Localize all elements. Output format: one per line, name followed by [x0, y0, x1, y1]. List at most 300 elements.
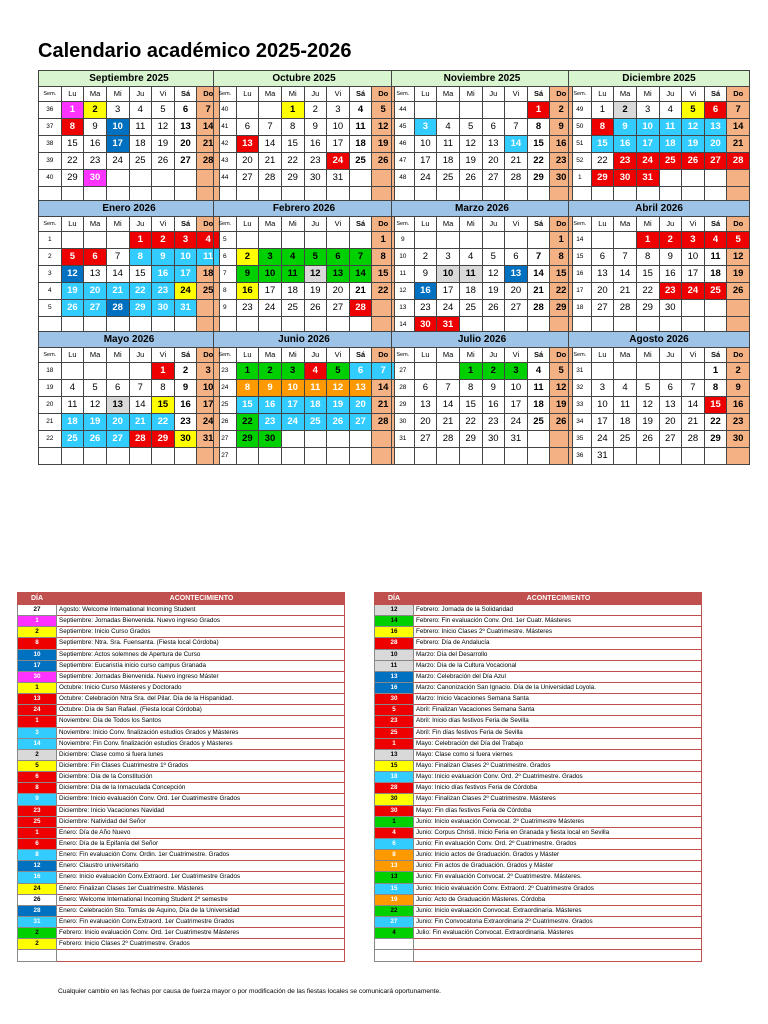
day-cell: 19: [152, 136, 175, 153]
day-cell: 18: [349, 136, 372, 153]
event-text: Mayo: Finalizan Clases 2º Cuatrimestre. Másteres: [414, 794, 702, 805]
day-cell: 8: [550, 249, 573, 266]
event-text: Diciembre: Inicio Vacaciones Navidad: [57, 805, 345, 816]
event-row: [18, 894, 345, 905]
day-cell: 13: [704, 119, 727, 136]
event-text: Enero: Welcome International Incoming Student 2º semestre: [57, 894, 345, 905]
weekday-label: Vi: [327, 217, 350, 232]
day-cell: [61, 232, 84, 249]
weekday-label: Mi: [636, 217, 659, 232]
day-cell: 28: [197, 153, 220, 170]
day-cell: 3: [437, 249, 460, 266]
day-cell: 16: [550, 136, 573, 153]
day-cell: [327, 431, 350, 448]
event-row: [375, 805, 702, 816]
event-day: 30: [18, 671, 57, 682]
month-calendar: [568, 331, 750, 465]
event-day: 24: [18, 705, 57, 716]
day-cell: [281, 431, 304, 448]
event-text: Diciembre: Natividad del Señor: [57, 816, 345, 827]
day-cell: 22: [129, 283, 152, 300]
event-day: 10: [18, 649, 57, 660]
week-number: 1: [39, 232, 62, 249]
day-cell: 28: [437, 431, 460, 448]
day-cell: 6: [591, 249, 614, 266]
day-cell: 5: [84, 380, 107, 397]
event-text: Septiembre: Ntra. Sra. Fuensanta. (Fiesta local Córdoba): [57, 638, 345, 649]
event-row: [18, 694, 345, 705]
day-cell: 29: [527, 170, 550, 187]
week-number: 29: [392, 397, 415, 414]
month-name: Enero 2026: [39, 201, 220, 217]
weekday-label: Vi: [152, 87, 175, 102]
day-cell: 10: [682, 249, 705, 266]
week-number: 12: [392, 283, 415, 300]
day-cell: 15: [61, 136, 84, 153]
day-cell: 2: [152, 232, 175, 249]
day-cell: 13: [505, 266, 528, 283]
day-cell: 20: [704, 136, 727, 153]
day-cell: 9: [550, 119, 573, 136]
month-calendar: [38, 70, 220, 204]
event-row: [375, 939, 702, 950]
month-calendar: [568, 70, 750, 204]
event-day: 15: [375, 760, 414, 771]
day-cell: 30: [550, 170, 573, 187]
day-cell: 7: [372, 363, 395, 380]
event-row: [18, 738, 345, 749]
week-number: 18: [39, 363, 62, 380]
event-day: [18, 950, 57, 961]
weekday-label: Ma: [614, 87, 637, 102]
day-cell: 30: [259, 431, 282, 448]
day-cell: 23: [236, 300, 259, 317]
day-cell: 23: [259, 414, 282, 431]
weekday-label: Mi: [459, 217, 482, 232]
event-day: 2: [18, 627, 57, 638]
day-cell: 6: [414, 380, 437, 397]
event-day: 14: [375, 616, 414, 627]
day-cell: 20: [174, 136, 197, 153]
day-cell: [659, 363, 682, 380]
week-number: 40: [39, 170, 62, 187]
day-cell: 16: [84, 136, 107, 153]
day-cell: 15: [636, 266, 659, 283]
event-day: 16: [375, 627, 414, 638]
day-cell: 16: [482, 397, 505, 414]
weekday-label: Lu: [236, 217, 259, 232]
event-row: [18, 861, 345, 872]
event-row: [18, 827, 345, 838]
weekday-label: Vi: [327, 87, 350, 102]
event-row: [375, 916, 702, 927]
event-row: [375, 727, 702, 738]
event-row: [18, 950, 345, 961]
event-day: 13: [375, 749, 414, 760]
day-cell: 2: [84, 102, 107, 119]
event-day: 12: [375, 605, 414, 616]
weekday-label: Vi: [152, 348, 175, 363]
week-number: 40: [214, 102, 237, 119]
day-cell: 24: [414, 170, 437, 187]
event-row: [375, 838, 702, 849]
event-row: [18, 838, 345, 849]
day-cell: 5: [372, 102, 395, 119]
event-text: Mayo: Finalizan Clases 2º Cuatrimestre. Grados: [414, 760, 702, 771]
day-cell: 5: [152, 102, 175, 119]
day-cell: 17: [414, 153, 437, 170]
week-number: 7: [214, 266, 237, 283]
day-cell: 25: [281, 300, 304, 317]
day-cell: 3: [106, 102, 129, 119]
weekday-label: Mi: [281, 348, 304, 363]
day-cell: 20: [505, 283, 528, 300]
day-cell: 29: [591, 170, 614, 187]
event-row: [375, 861, 702, 872]
day-cell: 4: [304, 363, 327, 380]
event-text: Enero: Fin evaluación Conv. Ordin. 1er Cuatrimestre. Grados: [57, 850, 345, 861]
weekday-label: Sem.: [392, 87, 415, 102]
day-cell: [437, 363, 460, 380]
week-number: 44: [214, 170, 237, 187]
weekday-label: Ju: [129, 348, 152, 363]
day-cell: 24: [197, 414, 220, 431]
day-cell: [527, 232, 550, 249]
event-day: 25: [18, 816, 57, 827]
day-cell: 10: [106, 119, 129, 136]
day-cell: 11: [349, 119, 372, 136]
day-cell: 20: [106, 414, 129, 431]
event-text: Agosto: Welcome International Incoming Student: [57, 605, 345, 616]
day-cell: 21: [197, 136, 220, 153]
weekday-label: Lu: [591, 217, 614, 232]
event-day: 18: [375, 772, 414, 783]
weekday-label: Sem.: [39, 87, 62, 102]
day-cell: [259, 232, 282, 249]
weekday-label: Ma: [259, 348, 282, 363]
day-cell: 1: [236, 363, 259, 380]
day-cell: 8: [636, 249, 659, 266]
event-row: [18, 671, 345, 682]
event-text: Noviembre: Día de Todos los Santos: [57, 716, 345, 727]
weekday-label: Ma: [437, 87, 460, 102]
day-cell: 7: [197, 102, 220, 119]
day-cell: [236, 448, 259, 465]
weekday-label: Sá: [349, 348, 372, 363]
day-cell: 14: [727, 119, 750, 136]
event-row: [18, 682, 345, 693]
day-cell: 11: [704, 249, 727, 266]
event-row: [375, 660, 702, 671]
weekday-label: Sá: [704, 348, 727, 363]
day-cell: 10: [281, 380, 304, 397]
day-cell: 20: [659, 414, 682, 431]
day-cell: 15: [372, 266, 395, 283]
week-number: 34: [569, 414, 592, 431]
day-cell: 13: [84, 266, 107, 283]
day-cell: 3: [197, 363, 220, 380]
weekday-label: Ju: [129, 87, 152, 102]
day-cell: [281, 448, 304, 465]
day-cell: 13: [327, 266, 350, 283]
day-cell: 1: [152, 363, 175, 380]
day-cell: 20: [349, 397, 372, 414]
week-number: 46: [392, 136, 415, 153]
day-cell: [106, 363, 129, 380]
day-cell: 11: [61, 397, 84, 414]
weekday-label: Lu: [414, 348, 437, 363]
weekday-label: Sem.: [39, 217, 62, 232]
day-cell: 30: [414, 317, 437, 334]
day-cell: 12: [636, 397, 659, 414]
day-cell: 23: [152, 283, 175, 300]
weekday-label: Ma: [437, 348, 460, 363]
day-cell: 27: [659, 431, 682, 448]
day-cell: 23: [659, 283, 682, 300]
day-cell: [727, 300, 750, 317]
day-cell: 6: [84, 249, 107, 266]
event-day: 1: [375, 738, 414, 749]
day-cell: [174, 170, 197, 187]
week-number: 8: [214, 283, 237, 300]
day-cell: 9: [727, 380, 750, 397]
day-cell: 5: [327, 363, 350, 380]
event-day: 12: [18, 861, 57, 872]
day-cell: 22: [281, 153, 304, 170]
week-number: 1: [569, 170, 592, 187]
event-day: 23: [375, 716, 414, 727]
event-row: [18, 816, 345, 827]
week-number: 14: [392, 317, 415, 334]
day-cell: 24: [174, 283, 197, 300]
month-name: Junio 2026: [214, 332, 395, 348]
day-cell: [636, 448, 659, 465]
weekday-label: Mi: [459, 348, 482, 363]
day-cell: 7: [527, 249, 550, 266]
weekday-label: Lu: [61, 217, 84, 232]
week-number: 15: [569, 249, 592, 266]
day-cell: 29: [281, 170, 304, 187]
day-cell: 26: [304, 300, 327, 317]
weekday-label: Vi: [505, 348, 528, 363]
day-cell: [704, 448, 727, 465]
day-cell: [152, 448, 175, 465]
day-cell: 4: [197, 232, 220, 249]
event-row: [18, 872, 345, 883]
day-cell: 9: [414, 266, 437, 283]
day-cell: 5: [550, 363, 573, 380]
day-cell: 21: [527, 283, 550, 300]
weekday-label: Ju: [659, 87, 682, 102]
day-cell: 24: [259, 300, 282, 317]
day-cell: 26: [152, 153, 175, 170]
event-text: Septiembre: Inicio Curso Grados: [57, 627, 345, 638]
weekday-label: Sá: [704, 217, 727, 232]
week-number: 9: [214, 300, 237, 317]
event-day: 22: [375, 905, 414, 916]
event-text: Junio: Inicio evaluación Convocat. 2º Cuatrimestre Másteres: [414, 816, 702, 827]
day-cell: [236, 232, 259, 249]
day-cell: 8: [372, 249, 395, 266]
day-cell: 12: [459, 136, 482, 153]
month-calendar: [213, 200, 395, 334]
day-cell: 10: [636, 119, 659, 136]
weekday-label: Sá: [704, 87, 727, 102]
day-cell: 18: [659, 136, 682, 153]
weekday-label: Vi: [505, 217, 528, 232]
weekday-label: Lu: [61, 348, 84, 363]
day-cell: 19: [636, 414, 659, 431]
day-cell: 1: [129, 232, 152, 249]
weekday-label: Mi: [106, 87, 129, 102]
week-number: 16: [569, 266, 592, 283]
day-cell: 10: [414, 136, 437, 153]
day-cell: [304, 431, 327, 448]
weekday-label: Ma: [437, 217, 460, 232]
week-number: 4: [39, 283, 62, 300]
day-cell: 21: [505, 153, 528, 170]
day-cell: 21: [437, 414, 460, 431]
day-cell: 11: [614, 397, 637, 414]
day-cell: 15: [591, 136, 614, 153]
day-cell: 27: [174, 153, 197, 170]
day-cell: 29: [459, 431, 482, 448]
day-cell: [304, 448, 327, 465]
page-title: Calendario académico 2025-2026: [38, 40, 352, 62]
week-number: 42: [214, 136, 237, 153]
day-cell: 11: [437, 136, 460, 153]
day-cell: 11: [281, 266, 304, 283]
event-row: [18, 660, 345, 671]
day-cell: 25: [304, 414, 327, 431]
day-cell: 14: [682, 397, 705, 414]
day-cell: 31: [591, 448, 614, 465]
event-row: [375, 760, 702, 771]
event-day: 5: [375, 705, 414, 716]
day-cell: 14: [349, 266, 372, 283]
week-number: 13: [392, 300, 415, 317]
day-cell: 14: [614, 266, 637, 283]
event-text: [57, 950, 345, 961]
event-text: Mayo: Clase como si fuera viernes: [414, 749, 702, 760]
day-cell: 16: [236, 283, 259, 300]
day-cell: 15: [459, 397, 482, 414]
day-cell: 13: [349, 380, 372, 397]
month-calendar: [568, 200, 750, 334]
event-day: 30: [375, 794, 414, 805]
event-text: Enero: Finalizan Clases 1er Cuatrimestre. Másteres: [57, 883, 345, 894]
month-calendar: [38, 200, 220, 334]
day-cell: [61, 448, 84, 465]
event-day: 14: [18, 738, 57, 749]
day-cell: 14: [527, 266, 550, 283]
event-row: [375, 850, 702, 861]
day-cell: 22: [236, 414, 259, 431]
day-cell: 18: [61, 414, 84, 431]
week-number: 30: [392, 414, 415, 431]
day-cell: 9: [482, 380, 505, 397]
day-cell: 30: [152, 300, 175, 317]
day-cell: 18: [437, 153, 460, 170]
event-day: [375, 939, 414, 950]
day-cell: 9: [259, 380, 282, 397]
event-day: 16: [375, 682, 414, 693]
week-number: 5: [39, 300, 62, 317]
event-day: 23: [18, 805, 57, 816]
day-cell: 7: [349, 249, 372, 266]
day-cell: [505, 102, 528, 119]
day-cell: 4: [129, 102, 152, 119]
day-cell: 17: [174, 266, 197, 283]
day-cell: [459, 102, 482, 119]
day-cell: [61, 363, 84, 380]
day-cell: 31: [197, 431, 220, 448]
week-number: 38: [39, 136, 62, 153]
day-cell: 28: [614, 300, 637, 317]
event-text: Junio: Acto de Graduación Másteres. Córdoba: [414, 894, 702, 905]
week-number: 24: [214, 380, 237, 397]
weekday-label: Vi: [682, 87, 705, 102]
day-cell: [682, 448, 705, 465]
day-cell: 1: [704, 363, 727, 380]
week-number: 19: [39, 380, 62, 397]
day-cell: 21: [259, 153, 282, 170]
day-cell: 15: [129, 266, 152, 283]
event-text: Noviembre: Fin Conv. finalización estudios Grados y Másteres: [57, 738, 345, 749]
event-text: Enero: Celebración Sto. Tomás de Aquino, Día de la Universidad: [57, 905, 345, 916]
day-cell: 14: [197, 119, 220, 136]
day-cell: 23: [84, 153, 107, 170]
event-row: [18, 772, 345, 783]
event-row: [18, 939, 345, 950]
day-cell: 13: [591, 266, 614, 283]
day-cell: 1: [550, 232, 573, 249]
day-cell: 6: [106, 380, 129, 397]
day-cell: 9: [84, 119, 107, 136]
event-text: Junio: Corpus Christi. Inicio Feria en Granada y fiesta local en Sevilla: [414, 827, 702, 838]
month-name: Mayo 2026: [39, 332, 220, 348]
weekday-label: Vi: [682, 217, 705, 232]
day-cell: 16: [614, 136, 637, 153]
day-cell: 22: [704, 414, 727, 431]
day-cell: 20: [236, 153, 259, 170]
day-cell: 15: [527, 136, 550, 153]
month-calendar: [38, 331, 220, 465]
event-day: 8: [18, 850, 57, 861]
day-cell: 26: [84, 431, 107, 448]
day-cell: 20: [84, 283, 107, 300]
day-cell: 26: [327, 414, 350, 431]
day-cell: 6: [505, 249, 528, 266]
day-cell: 20: [482, 153, 505, 170]
day-cell: 21: [129, 414, 152, 431]
event-row: [18, 850, 345, 861]
day-cell: [614, 232, 637, 249]
week-number: 6: [214, 249, 237, 266]
event-row: [18, 716, 345, 727]
event-day: 16: [18, 872, 57, 883]
event-row: [18, 783, 345, 794]
day-cell: 29: [61, 170, 84, 187]
day-cell: 9: [152, 249, 175, 266]
day-cell: [505, 232, 528, 249]
event-text: Enero: Fin evaluación Conv.Extraord. 1er Cuatrimestre Grados: [57, 916, 345, 927]
week-number: 49: [569, 102, 592, 119]
day-cell: 8: [61, 119, 84, 136]
day-cell: 16: [174, 397, 197, 414]
day-cell: 26: [61, 300, 84, 317]
day-cell: 8: [527, 119, 550, 136]
